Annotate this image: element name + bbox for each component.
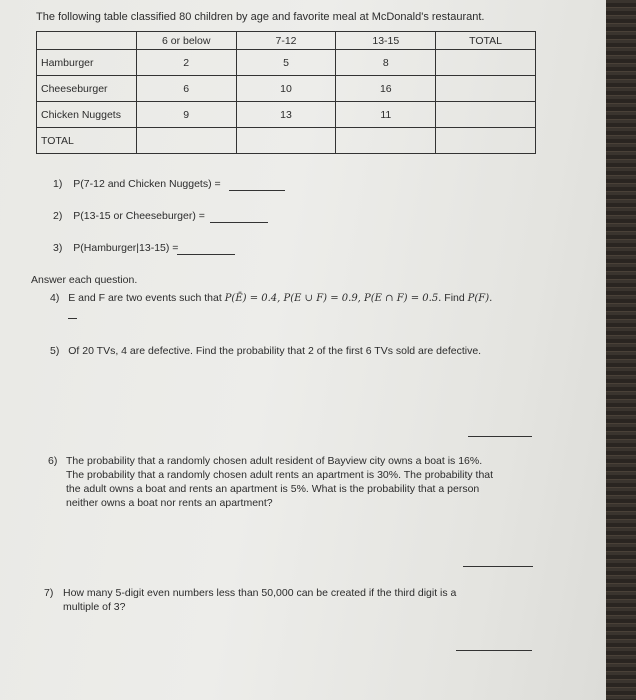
answer-blank-6[interactable] — [463, 566, 533, 567]
question-text: P(Hamburger|13-15) = — [73, 242, 179, 254]
row-label: Hamburger — [37, 50, 137, 76]
question-line: The probability that a randomly chosen adult rents an apartment is 30%. The probability that — [66, 469, 494, 481]
table-cell: 5 — [236, 50, 336, 76]
question-number: 3) — [53, 242, 63, 254]
math-formula: P(F). — [467, 293, 493, 304]
table-cell — [236, 128, 336, 154]
row-label: Chicken Nuggets — [37, 102, 137, 128]
answer-blank-3[interactable] — [177, 254, 235, 255]
question-5 — [50, 345, 481, 358]
header-cell: 6 or below — [136, 32, 236, 50]
row-label: Cheeseburger — [37, 76, 137, 102]
question-text: Of 20 TVs, 4 are defective. Find the probability that 2 of the first 6 TVs sold are defective. — [68, 345, 482, 357]
header-cell: 7-12 — [236, 32, 336, 50]
question-2 — [53, 210, 205, 223]
row-label: TOTAL — [37, 128, 137, 154]
question-4 — [50, 292, 492, 305]
table-row — [37, 102, 536, 128]
table-cell: 2 — [136, 50, 236, 76]
header-cell: 13-15 — [336, 32, 436, 50]
question-text: P(13-15 or Cheeseburger) = — [73, 210, 205, 222]
table-cell — [336, 128, 436, 154]
question-text: P(7-12 and Chicken Nuggets) = — [73, 178, 221, 190]
question-number: 5) — [50, 345, 60, 357]
table-cell: 11 — [336, 102, 436, 128]
question-3 — [53, 242, 178, 255]
question-line: the adult owns a boat and rents an apartment is 5%. What is the probability that a person — [66, 483, 480, 495]
question-line: multiple of 3? — [63, 601, 126, 613]
table-row — [37, 128, 536, 154]
answer-blank-4[interactable] — [68, 318, 77, 319]
instruction-text: Answer each question. — [31, 274, 138, 286]
table-cell: 10 — [236, 76, 336, 102]
header-cell: TOTAL — [436, 32, 536, 50]
table-cell — [136, 128, 236, 154]
table-cell — [436, 128, 536, 154]
question-number: 1) — [53, 178, 63, 190]
question-number-7: 7) — [44, 587, 54, 599]
table-cell: 16 — [336, 76, 436, 102]
question-ask: Find — [444, 292, 465, 304]
table-row — [37, 76, 536, 102]
question-number: 4) — [50, 292, 60, 304]
answer-blank-2[interactable] — [210, 222, 268, 223]
table-cell: 13 — [236, 102, 336, 128]
question-line: How many 5-digit even numbers less than 50,000 can be created if the third digit is a — [63, 587, 457, 599]
answer-blank-5[interactable] — [468, 436, 532, 437]
table-cell: 8 — [336, 50, 436, 76]
answer-blank-7[interactable] — [456, 650, 532, 651]
answer-blank-1[interactable] — [229, 190, 285, 191]
question-1 — [53, 178, 221, 191]
table-cell: 9 — [136, 102, 236, 128]
table-cell — [436, 50, 536, 76]
header-cell — [37, 32, 137, 50]
table-cell — [436, 76, 536, 102]
question-line: The probability that a randomly chosen adult resident of Bayview city owns a boat is 16%. — [66, 455, 483, 467]
question-number-6: 6) — [48, 455, 58, 467]
question-line: neither owns a boat nor rents an apartment? — [66, 497, 273, 509]
table-row — [37, 50, 536, 76]
table-cell: 6 — [136, 76, 236, 102]
table-header-row — [37, 32, 536, 50]
question-text: E and F are two events such that — [68, 292, 222, 304]
table-cell — [436, 102, 536, 128]
question-number: 2) — [53, 210, 63, 222]
math-formula: P(Ē) = 0.4, P(E ∪ F) = 0.9, P(E ∩ F) = 0.5. — [224, 293, 442, 304]
background-fabric — [606, 0, 636, 700]
frequency-table — [36, 31, 536, 154]
intro-text: The following table classified 80 children by age and favorite meal at McDonald's restaurant. — [36, 11, 485, 23]
